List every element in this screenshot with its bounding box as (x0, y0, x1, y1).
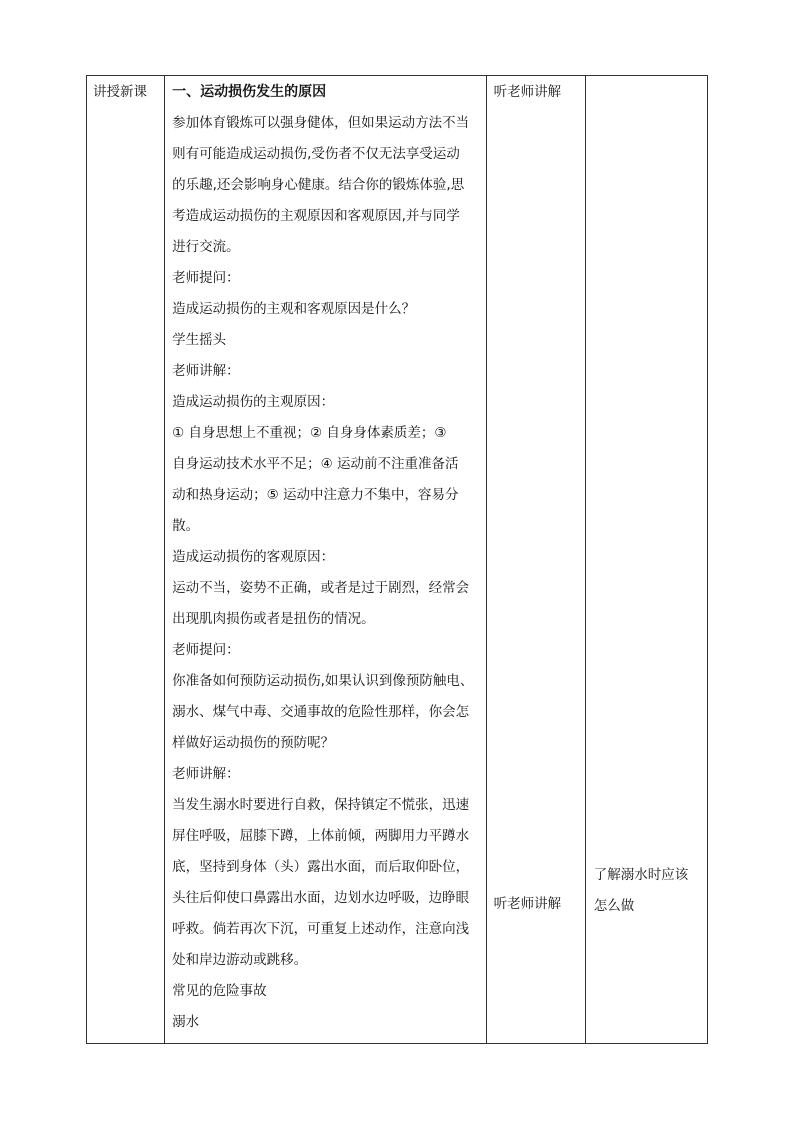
content-line: 散。 (172, 518, 200, 534)
content-line: ① 自身思想上不重视；② 自身身体素质差；③ (172, 425, 447, 441)
content-line: 头往后仰使口鼻露出水面，边划水边呼吸，边睁眼 (172, 890, 470, 906)
content-line: 造成运动损伤的主观和客观原因是什么？ (172, 301, 416, 317)
content-line: 参加体育锻炼可以强身健体，但如果运动方法不当 (172, 115, 470, 131)
purpose-text (594, 860, 704, 922)
purpose-cell (585, 76, 707, 1044)
content-line: 你准备如何预防运动损伤,如果认识到像预防触电、 (172, 673, 474, 689)
section-heading: 一、运动损伤发生的原因 (172, 84, 327, 100)
content-line: 老师提问： (172, 642, 240, 658)
content-line: 常见的危险事故 (172, 983, 267, 999)
content-line: 处和岸边游动或跳移。 (172, 952, 308, 968)
content-line: 老师提问： (172, 270, 240, 286)
content-line: 学生摇头 (172, 332, 227, 348)
content-line: 运动不当，姿势不正确，或者是过于剧烈，经常会 (172, 580, 470, 596)
table-row (87, 76, 708, 1044)
content-line: 则有可能造成运动损伤,受伤者不仅无法享受运动 (172, 146, 460, 162)
content-line: 自身运动技术水平不足；④ 运动前不注重准备活 (172, 456, 459, 472)
content-line: 进行交流。 (172, 239, 240, 255)
student-activity-cell (486, 76, 585, 1044)
content-line: 老师讲解： (172, 766, 240, 782)
purpose-line: 怎么做 (593, 898, 635, 914)
student-activity-mid: 听老师讲解 (493, 896, 562, 912)
content-line: 溺水 (172, 1014, 200, 1030)
content-line: 造成运动损伤的客观原因： (172, 549, 335, 565)
content-line: 当发生溺水时要进行自救，保持镇定不慌张，迅速 (172, 797, 470, 813)
content-line: 屏住呼吸，屈膝下蹲，上体前倾，两脚用力平蹲水 (172, 828, 470, 844)
content-line: 动和热身运动；⑤ 运动中注意力不集中，容易分 (172, 487, 459, 503)
content-line: 考造成运动损伤的主观原因和客观原因,并与同学 (172, 208, 460, 224)
student-activity-top: 听老师讲解 (493, 84, 562, 100)
content-line: 的乐趣,还会影响身心健康。结合你的锻炼体验,思 (172, 177, 465, 193)
content-line: 样做好运动损伤的预防呢？ (172, 735, 335, 751)
lesson-plan-table (86, 75, 708, 1044)
content-line: 老师讲解： (172, 363, 240, 379)
stage-cell (87, 76, 165, 1044)
content-line: 造成运动损伤的主观原因： (172, 394, 335, 410)
purpose-line: 了解溺水时应该 (593, 867, 689, 883)
content-line: 底，坚持到身体（头）露出水面，而后取仰卧位， (172, 859, 470, 875)
stage-label: 讲授新课 (93, 84, 147, 100)
content-text (172, 108, 480, 1038)
content-line: 出现肌肉损伤或者是扭伤的情况。 (172, 611, 375, 627)
content-line: 呼救。倘若再次下沉，可重复上述动作，注意向浅 (172, 921, 470, 937)
content-cell (165, 76, 487, 1044)
content-line: 溺水、煤气中毒、交通事故的危险性那样，你会怎 (172, 704, 470, 720)
